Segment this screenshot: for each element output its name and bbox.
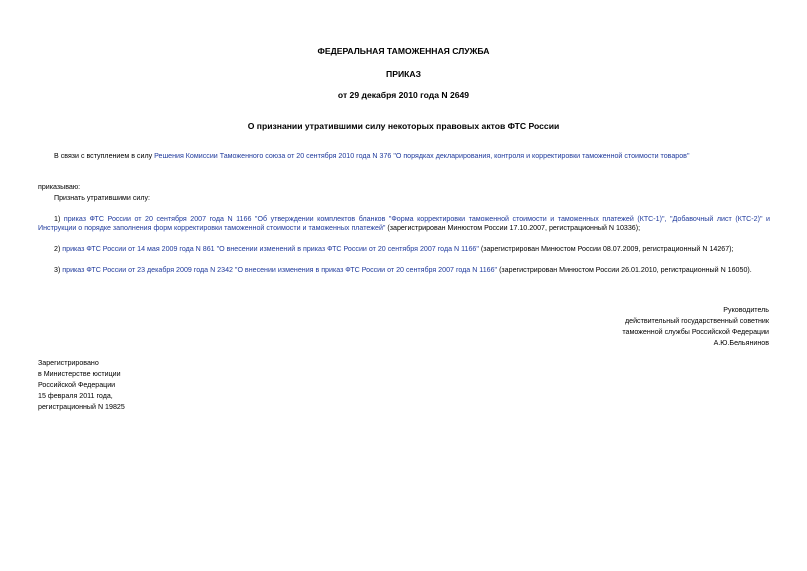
preamble-text: В связи с вступлением в силу (54, 152, 155, 160)
document-type: ПРИКАЗ (386, 69, 421, 79)
item-3-link[interactable]: приказ ФТС России от 23 декабря 2009 года N 2342 "О внесении изменения в приказ ФТС России от 20 сентября 2007 года N 1166" (62, 266, 498, 274)
preamble (54, 152, 689, 161)
agency-name: ФЕДЕРАЛЬНАЯ ТАМОЖЕННАЯ СЛУЖБА (317, 46, 490, 56)
registration-line-1: Зарегистрировано (38, 359, 99, 367)
signature-name: А.Ю.Бельянинов (713, 339, 769, 347)
document-date: от 29 декабря 2010 года N 2649 (337, 90, 470, 100)
item-3-number: 3) (54, 266, 63, 274)
signature-line-2: действительный государственный советник (624, 317, 769, 325)
item-2-number: 2) (54, 245, 63, 253)
item-2-rest: (зарегистрирован Минюстом России 08.07.2009, регистрационный N 14267); (478, 245, 734, 253)
recognize-text: Признать утратившими силу: (54, 194, 151, 202)
order-word: приказываю: (38, 183, 81, 191)
registration-line-2: в Министерстве юстиции (38, 370, 121, 378)
item-1-line-2 (38, 224, 640, 233)
item-1-number: 1) (54, 215, 64, 223)
registration-date: 15 февраля 2011 года, (38, 392, 113, 400)
item-2 (54, 245, 734, 254)
document-title: О признании утратившими силу некоторых правовых актов ФТС России (247, 121, 560, 131)
item-3 (54, 266, 752, 275)
item-1-link-part-2[interactable]: Инструкции о порядке заполнения форм корректировки таможенной стоимости и таможенных платежей" (38, 224, 386, 232)
item-2-link[interactable]: приказ ФТС России от 14 мая 2009 года N 861 "О внесении изменений в приказ ФТС России от 20 сентября 2007 года N 1166" (62, 245, 479, 253)
item-1-line-1 (54, 215, 770, 224)
registration-number: регистрационный N 19825 (38, 403, 125, 411)
item-3-rest: (зарегистрирован Минюстом России 26.01.2010, регистрационный N 16050). (497, 266, 752, 274)
signature-line-1: Руководитель (723, 306, 769, 314)
item-1-link-part-1[interactable]: приказ ФТС России от 20 сентября 2007 года N 1166 "Об утверждении комплектов бланков "Форма корректировки таможенной стоимости и таможенных платежей (КТС-1)", "Добавочный лист (КТС-2)" и (63, 215, 770, 223)
registration-line-3: Российской Федерации (38, 381, 116, 389)
signature-line-3: таможенной службы Российской Федерации (622, 328, 769, 336)
item-1-rest: (зарегистрирован Минюстом России 17.10.2007, регистрационный N 10336); (385, 224, 641, 232)
preamble-link[interactable]: Решения Комиссии Таможенного союза от 20 сентября 2010 года N 376 "О порядках декларирования, контроля и корректировки таможенной стоимости товаров" (154, 152, 690, 160)
